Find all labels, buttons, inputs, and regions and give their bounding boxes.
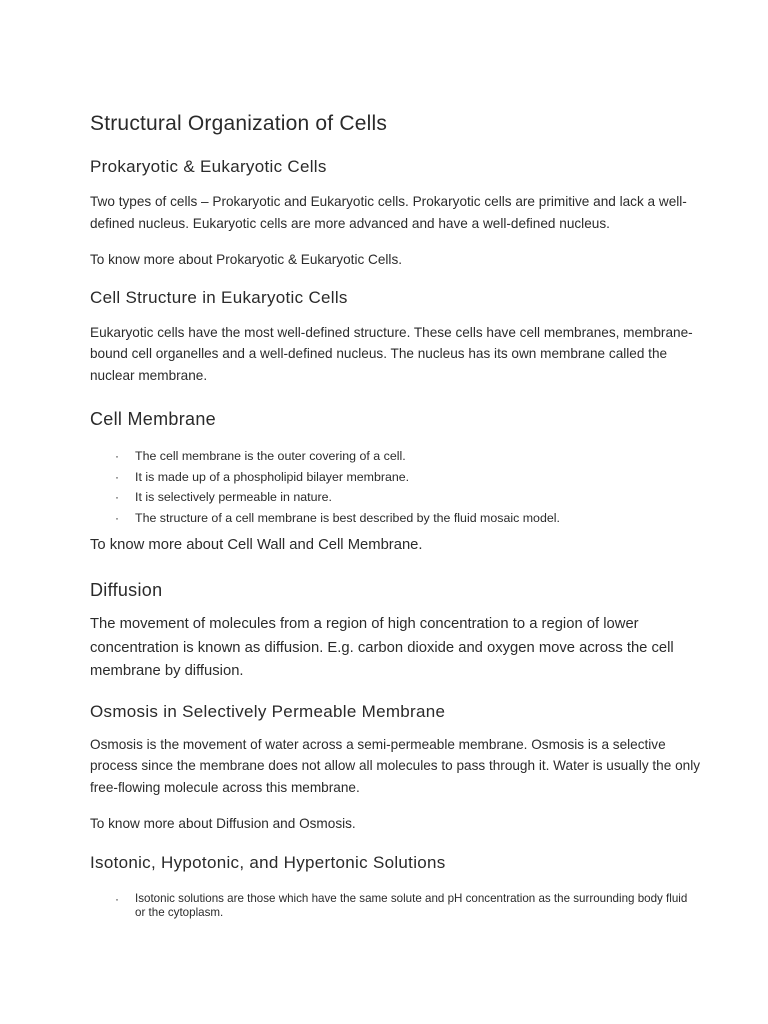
- list-item: · It is selectively permeable in nature.: [90, 487, 700, 508]
- section-heading-prokaryotic-eukaryotic: Prokaryotic & Eukaryotic Cells: [90, 157, 327, 176]
- list-item: · Isotonic solutions are those which have the same solute and pH concentration as the surrounding body fluid or the cytoplasm.: [115, 891, 688, 919]
- list-item: · It is made up of a phospholipid bilayer membrane.: [90, 467, 700, 488]
- bullet-glyph: ·: [115, 449, 119, 463]
- bullet-glyph: ·: [115, 511, 119, 526]
- section-heading-cell-structure: Cell Structure in Eukaryotic Cells: [90, 287, 348, 307]
- section-heading-osmosis: Osmosis in Selectively Permeable Membrane: [90, 701, 446, 721]
- list-item: · The cell membrane is the outer covering of a cell.: [90, 446, 700, 467]
- section-paragraph-osmosis: Osmosis is the movement of water across a semi-permeable membrane. Osmosis is a selective process since the membrane does not allow all molecules to pass through it. Water is usually the only free-flowing molecule across this membrane.: [90, 736, 701, 795]
- section-heading-solutions: Isotonic, Hypotonic, and Hypertonic Solutions: [90, 852, 446, 872]
- bullet-glyph: ·: [115, 891, 119, 906]
- solutions-bullet-list: [90, 892, 700, 920]
- section-paragraph-prokaryotic-eukaryotic: Two types of cells – Prokaryotic and Eukaryotic cells. Prokaryotic cells are primitive and lack a well-defined nucleus. Eukaryotic cells are more advanced and have a well-defined nucleus.: [90, 194, 687, 231]
- know-more-prokaryotic-eukaryotic: To know more about Prokaryotic & Eukaryotic Cells.: [90, 252, 403, 267]
- section-paragraph-cell-structure: Eukaryotic cells have the most well-defined structure. These cells have cell membranes, membrane-bound cell organelles and a well-defined nucleus. The nucleus has its own membrane called the nuclear membrane.: [90, 324, 693, 383]
- bullet-glyph: ·: [115, 469, 119, 484]
- document-body: [90, 112, 700, 920]
- section-heading-diffusion: Diffusion: [90, 580, 163, 601]
- bullet-glyph: ·: [115, 490, 119, 505]
- cell-membrane-bullet-list: [90, 446, 700, 529]
- page-title: Structural Organization of Cells: [90, 112, 388, 135]
- list-item: · The structure of a cell membrane is best described by the fluid mosaic model.: [90, 508, 700, 529]
- section-paragraph-diffusion: The movement of molecules from a region of high concentration to a region of lower concentration is known as diffusion. E.g. carbon dioxide and oxygen move across the cell membrane by diffusion.: [90, 616, 674, 680]
- know-more-cell-wall-membrane: To know more about Cell Wall and Cell Membrane.: [90, 536, 423, 553]
- section-heading-cell-membrane: Cell Membrane: [90, 409, 216, 429]
- know-more-diffusion-osmosis: To know more about Diffusion and Osmosis.: [90, 816, 356, 832]
